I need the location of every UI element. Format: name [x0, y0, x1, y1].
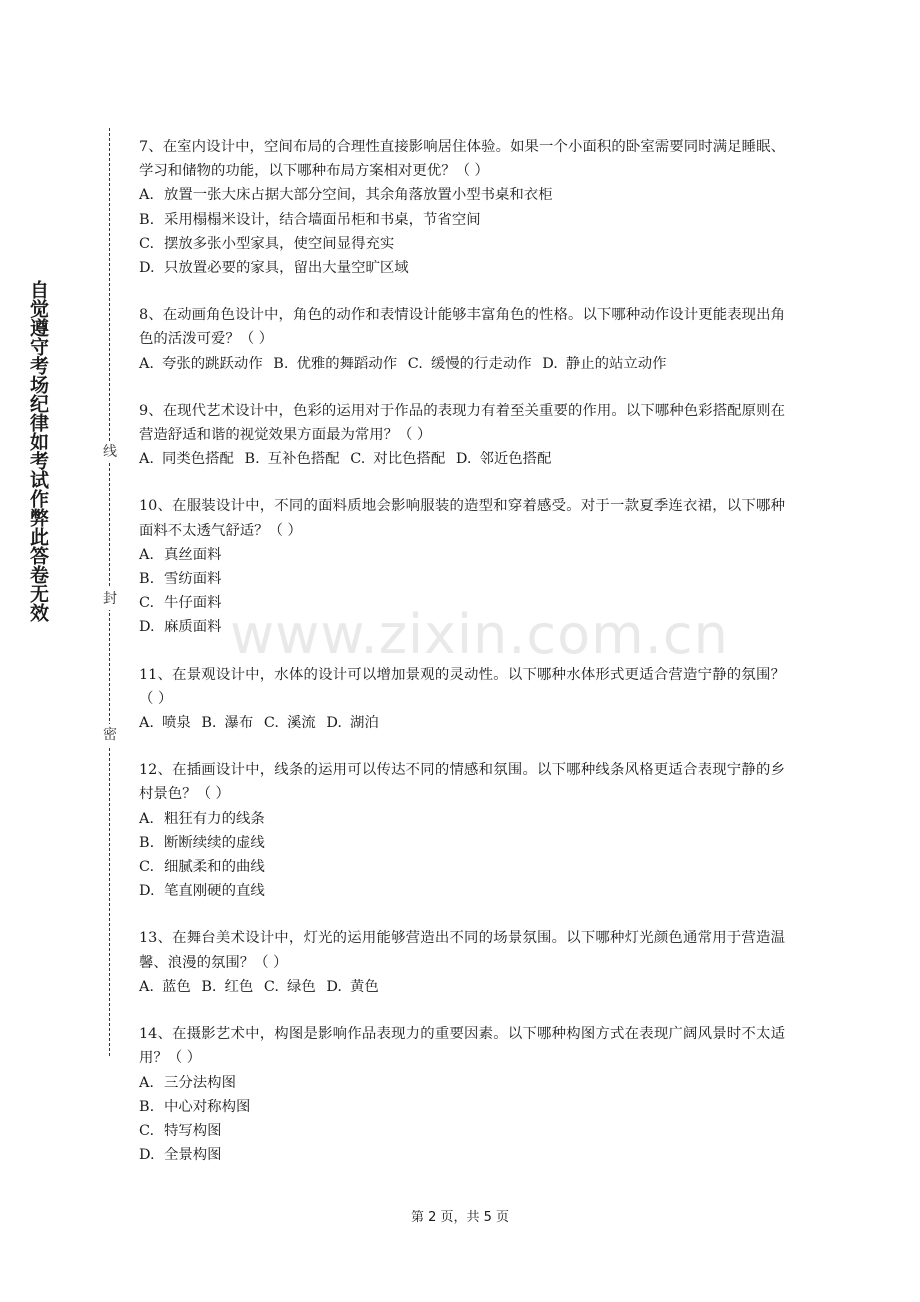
question-12	[139, 758, 785, 903]
question-8	[139, 303, 785, 376]
option-d-text: 静止的站立动作	[565, 355, 667, 372]
seal-char-xian: 线	[100, 441, 120, 463]
option-d-text: 黄色	[349, 978, 379, 995]
option-d: D. 麻质面料	[139, 619, 222, 636]
option-b-text: 红色	[224, 978, 254, 995]
option-a: A. 三分法构图	[139, 1074, 236, 1091]
option-a-letter: A.	[139, 451, 154, 468]
question-9	[139, 399, 785, 472]
option-c: C. 牛仔面料	[139, 595, 222, 612]
question-stem: 7、在室内设计中，空间布局的合理性直接影响居住体验。如果一个小面积的卧室需要同时满足睡眠、学习和储物的功能，以下哪种布局方案相对更优？（ ）	[139, 139, 785, 180]
question-stem: 9、在现代艺术设计中，色彩的运用对于作品的表现力有着至关重要的作用。以下哪种色彩搭配原则在营造舒适和谐的视觉效果方面最为常用？（ ）	[139, 402, 785, 444]
option-d-text: 邻近色搭配	[479, 451, 552, 468]
exam-rules-banner: 自觉遵守考场纪律如考试作弊此答卷无效	[27, 280, 49, 622]
option-b: B. 雪纺面料	[139, 571, 222, 588]
option-d: D. 全景构图	[139, 1147, 222, 1164]
option-d: D. 只放置必要的家具，留出大量空旷区域	[139, 260, 409, 277]
page-footer: 第 2 页，共 5 页	[410, 1210, 510, 1225]
option-a-text: 蓝色	[161, 978, 191, 995]
option-a: A. 放置一张大床占据大部分空间，其余角落放置小型书桌和衣柜	[139, 187, 553, 204]
option-c-letter: C.	[407, 355, 423, 372]
option-d-letter: D.	[542, 355, 558, 372]
option-d-letter: D.	[326, 978, 342, 995]
option-a-letter: A.	[139, 355, 154, 372]
option-c: C. 特写构图	[139, 1122, 222, 1139]
question-stem: 13、在舞台美术设计中，灯光的运用能够营造出不同的场景氛围。以下哪种灯光颜色通常用于营造温馨、浪漫的氛围？（ ）	[139, 930, 785, 971]
option-c-text: 溪流	[286, 715, 316, 732]
option-b-letter: B.	[201, 715, 217, 732]
question-11	[139, 663, 785, 736]
option-b-letter: B.	[201, 978, 217, 995]
option-a: A. 粗狂有力的线条	[139, 810, 265, 827]
option-c: C. 细腻柔和的曲线	[139, 859, 265, 876]
option-a: A. 真丝面料	[139, 546, 222, 563]
option-b-letter: B.	[273, 355, 289, 372]
option-c-letter: C.	[350, 451, 366, 468]
question-stem: 12、在插画设计中，线条的运用可以传达不同的情感和氛围。以下哪种线条风格更适合表现宁静的乡村景色？（ ）	[139, 762, 785, 803]
option-a-text: 同类色搭配	[161, 451, 234, 468]
question-list	[139, 135, 785, 1190]
option-c-text: 缓慢的行走动作	[430, 355, 532, 372]
seal-char-feng: 封	[100, 588, 120, 610]
question-stem: 11、在景观设计中，水体的设计可以增加景观的灵动性。以下哪种水体形式更适合营造宁静的氛围？（ ）	[139, 666, 785, 707]
question-stem: 14、在摄影艺术中，构图是影响作品表现力的重要因素。以下哪种构图方式在表现广阔风景时不太适用？（ ）	[139, 1026, 785, 1067]
option-a-text: 夸张的跳跃动作	[161, 355, 263, 372]
option-a-letter: A.	[139, 978, 154, 995]
option-b-letter: B.	[244, 451, 260, 468]
options-inline	[139, 352, 785, 376]
option-d: D. 笔直刚硬的直线	[139, 883, 265, 900]
question-13	[139, 926, 785, 999]
option-c-letter: C.	[263, 978, 279, 995]
option-d-text: 湖泊	[349, 715, 379, 732]
option-d-letter: D.	[326, 715, 342, 732]
option-c-letter: C.	[263, 715, 279, 732]
question-14	[139, 1022, 785, 1167]
option-c-text: 绿色	[286, 978, 316, 995]
option-c-text: 对比色搭配	[373, 451, 446, 468]
watermark: www.zixin.com.cn	[230, 603, 729, 666]
option-a-text: 喷泉	[161, 715, 191, 732]
seal-char-mi: 密	[100, 724, 120, 746]
options-inline	[139, 447, 785, 471]
option-a-letter: A.	[139, 715, 154, 732]
option-b-text: 互补色搭配	[267, 451, 340, 468]
options-inline	[139, 711, 785, 735]
question-10	[139, 494, 785, 639]
question-stem: 8、在动画角色设计中，角色的动作和表情设计能够丰富角色的性格。以下哪种动作设计更能表现出角色的活泼可爱？（ ）	[139, 307, 785, 348]
question-7	[139, 135, 785, 280]
options-inline	[139, 975, 785, 999]
option-d-letter: D.	[455, 451, 472, 468]
option-b-text: 优雅的舞蹈动作	[296, 355, 398, 372]
option-b: B. 断断续续的虚线	[139, 834, 265, 851]
option-b: B. 采用榻榻米设计，结合墙面吊柜和书桌，节省空间	[139, 211, 481, 228]
option-b: B. 中心对称构图	[139, 1098, 251, 1115]
option-b-text: 瀑布	[224, 715, 254, 732]
option-c: C. 摆放多张小型家具，使空间显得充实	[139, 235, 395, 252]
question-stem: 10、在服装设计中，不同的面料质地会影响服装的造型和穿着感受。对于一款夏季连衣裙，以下哪种面料不太透气舒适？（ ）	[139, 498, 785, 539]
